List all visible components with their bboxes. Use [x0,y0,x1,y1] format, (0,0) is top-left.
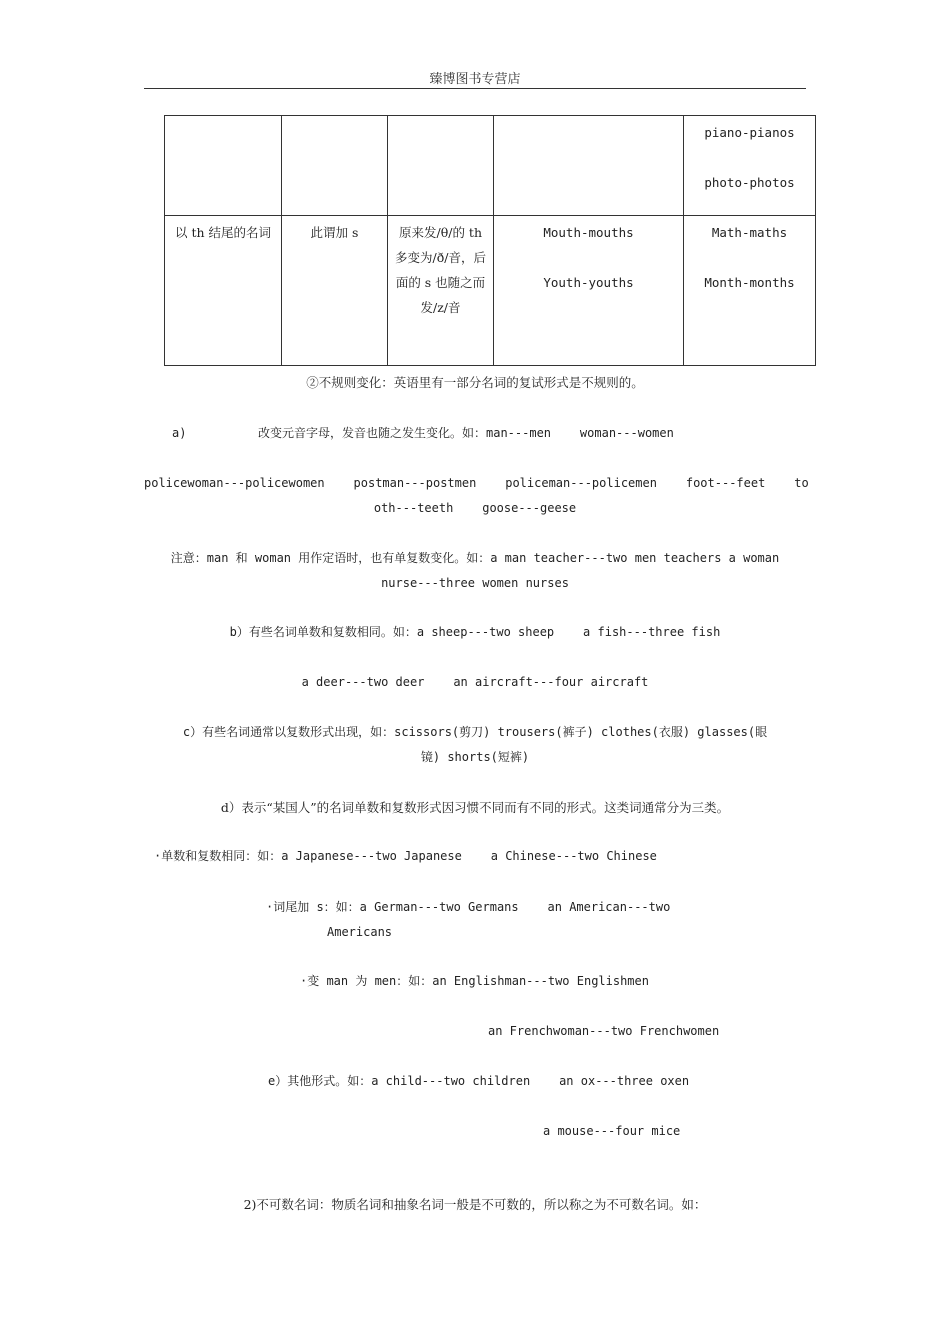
uncountable-heading: 2)不可数名词：物质名词和抽象名词一般是不可数的，所以称之为不可数名词。如： [243,1197,707,1212]
nationality-example: an Frenchwoman---two Frenchwomen [488,1024,720,1038]
example-word: piano-pianos [704,125,795,140]
item-a-examples: policewoman---policewomen postman---postmen policeman---policemen foot---feet to [144,476,809,490]
page-header-title: 臻博图书专营店 [429,72,521,87]
table-row [165,216,816,366]
item-a-text: 改变元音字母，发音也随之发生变化。如：man---men woman---women [258,426,674,440]
nationality-bullet-cont: Americans [327,925,393,939]
item-c-line: c）有些名词通常以复数形式出现，如：scissors(剪刀) trousers(裤子) clothes(衣服) glasses(眼 [182,725,768,739]
rule-method: 此谓加 s [310,225,359,240]
table-cell [684,116,816,216]
item-d-line: d）表示“某国人”的名词单数和复数形式因习惯不同而有不同的形式。这类词通常分为三类。 [220,800,730,815]
table-cell [494,216,684,366]
item-b-line: b）有些名词单数和复数相同。如：a sheep---two sheep a fish---three fish [229,625,721,639]
table-cell [165,216,282,366]
plural-rules-table [164,115,816,366]
example-word: photo-photos [704,175,795,190]
table-cell [388,216,494,366]
table-row [165,116,816,216]
item-b-examples: a deer---two deer an aircraft---four aircraft [301,675,649,689]
table-cell [282,116,388,216]
table-cell [165,116,282,216]
note-line-cont: nurse---three women nurses [381,576,569,590]
table-cell [684,216,816,366]
item-a-label: a) [172,426,187,440]
header-divider [144,88,806,89]
table-cell [282,216,388,366]
rule-category: 以 th 结尾的名词 [174,225,272,240]
item-e-example: a mouse---four mice [543,1124,681,1138]
item-a-examples-cont: oth---teeth goose---geese [373,501,577,515]
nationality-bullet: ·单数和复数相同：如：a Japanese---two Japanese a Chinese---two Chinese [154,849,657,863]
item-c-line-cont: 镜) shorts(短裤) [420,750,530,764]
example-word: Month-months [704,275,795,290]
example-word: Youth-youths [543,275,634,290]
nationality-bullet: ·变 man 为 men：如：an Englishman---two Englishmen [300,974,649,988]
nationality-bullet: ·词尾加 s：如：a German---two Germans an American---two [266,900,671,914]
table-cell [388,116,494,216]
example-word: Math-maths [711,225,788,240]
note-line: 注意：man 和 woman 用作定语时，也有单复数变化。如：a man teacher---two men teachers a woman [170,551,780,565]
table-cell [494,116,684,216]
rule-pronunciation: 原来发/θ/的 th 多变为/ð/音，后面的 s 也随之而发/z/音 [395,225,486,315]
irregular-heading: ②不规则变化：英语里有一部分名词的复试形式是不规则的。 [306,375,644,390]
example-word: Mouth-mouths [543,225,634,240]
item-e-line: e）其他形式。如：a child---two children an ox---three oxen [268,1074,690,1088]
